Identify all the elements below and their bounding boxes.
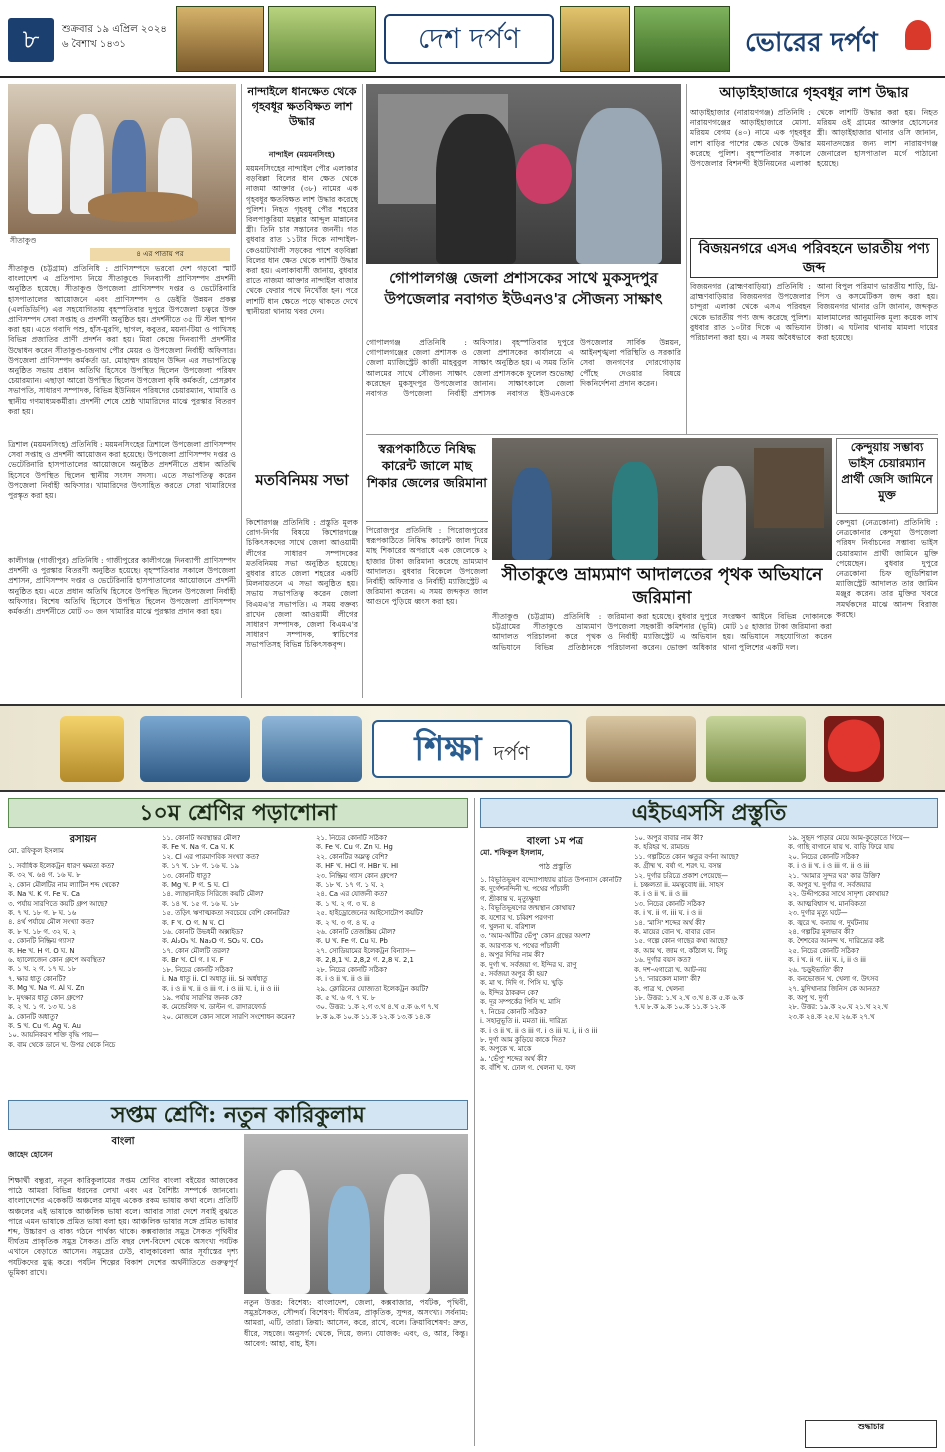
question: ১৬. দুর্গার বয়স কত? (634, 956, 691, 965)
article-kendua: কেন্দুয়া (নেত্রকোনা) প্রতিনিধি : নেত্রকোনার কেন্দুয়া উপজেলা পরিষদ নির্বাচনের সম্ভাব্য ভাইস চেয়ারম্যান প্রার্থী জামিনে মুক্তি পেয়েছেন। বুধবার দুপুরে নেত্রকোনা চিফ জুডিশিয়াল ম্যাজিস্ট্রেট আদালত তার জামিন মঞ্জুর করেন। তার মুক্তির খবরে সমর্থকদের মাঝে আনন্দ বিরাজ করছে। (836, 518, 938, 619)
livestock-photo (8, 84, 236, 234)
chem-questions-col3 (316, 834, 468, 1096)
question: ১৫. তড়িৎ ঋণাত্মকতা সবচেয়ে বেশি কোনটির? (162, 909, 290, 918)
options: ক. Fe খ. Na গ. Ca ঘ. K (162, 843, 234, 852)
question: ৯. 'ভেঁপু' শব্দের অর্থ কী? (480, 1054, 548, 1063)
answers: ৭.ঘ ৮.ক ৯.ক ১০.ক ১১.ক ১২.ক (634, 1003, 726, 1012)
question: ১৯. পর্যায় সারণির জনক কে? (162, 993, 243, 1002)
question: ২৫. নিচের কোনটি সঠিক? (788, 946, 860, 955)
masthead-photo-4 (634, 6, 730, 72)
options: ক. i ও ii খ. ii ও iii (316, 975, 370, 984)
banner-class10: ১০ম শ্রেণির পড়াশোনা (8, 798, 468, 828)
education-title (372, 720, 572, 778)
chem-questions-col2 (162, 834, 312, 1096)
question: ১১. কোনটি অবস্থান্তর মৌল? (162, 834, 241, 842)
question: ৭. নিচের কোনটি সঠিক? (480, 1007, 547, 1016)
question: ২৩. নিষ্ক্রিয় গ্যাস কোন গ্রুপে? (316, 871, 398, 880)
answers: ৮.ক ৯.ক ১০.ক ১১.ক ১২.ক ১৩.ক ১৪.ক (316, 1012, 431, 1021)
question: ২৪. Ca এর যোজনী কত? (316, 890, 388, 899)
headline-gopalganj: গোপালগঞ্জ জেলা প্রশাসকের সাথে মুকসুদপুর উপজেলার নবাগত ইউএনও'র সৌজন্য সাক্ষাৎ (384, 269, 663, 308)
article-livestock-3: কালীগঞ্জ (গাজীপুর) প্রতিনিধি : গাজীপুরের কালীগঞ্জে দিনব্যাপী প্রাণিসম্পদ প্রদর্শনী ও পুরস্কার বিতরণী অনুষ্ঠিত হয়েছে। বৃহস্পতিবার সকালে উপজেলা প্রশাসন, প্রাণিসম্পদ দপ্তর ও ভেটেরিনারি হাসপাতালের আয়োজনে প্রদর্শনী অনুষ্ঠিত হয়। এতে প্রধান অতিথি হিসেবে উপস্থিত ছিলেন উপজেলা নির্বাহী অফিসার। বিশেষ অতিথি হিসেবে উপস্থিত ছিলেন উপজেলা প্রাণিসম্পদ কর্মকর্তা। প্রদর্শনীতে মোট ৩০ জন খামারির মাঝে পুরস্কার প্রদান করা হয়। (8, 556, 236, 617)
headline-nandail: নান্দাইলে ধানক্ষেত থেকে গৃহবধূর ক্ষতবিক্ষত লাশ উদ্ধার (247, 85, 357, 128)
options: ক. i ও ii খ. ii ও iii গ. i ও iii ঘ. i, ii ও iii (162, 984, 280, 993)
options: ক. জ্বরে খ. বন্যায় গ. দুর্ঘটনায় (788, 918, 869, 927)
question: ১৪. 'মাসি' শব্দের অর্থ কী? (634, 918, 706, 927)
question: ২৬. কোনটি তেজস্ক্রিয় মৌল? (316, 928, 396, 937)
correction-title: শুদ্ধাচার (857, 1422, 885, 1431)
options: ক. অপু খ. দুর্গা (788, 993, 829, 1002)
books-photo (706, 716, 806, 782)
options: ক. গ্রীষ্ম খ. বর্ষা গ. শরৎ ঘ. বসন্ত (634, 862, 722, 871)
page-number: ৮ (8, 18, 54, 62)
students-reading-photo (244, 1134, 468, 1294)
bangla-title: বাংলা ১ম পত্র (526, 836, 584, 847)
options: i. চঞ্চলতা ii. মমত্ববোধ iii. সাহস (634, 881, 724, 890)
question: ১৭. 'নারকেল মালা' কী? (634, 975, 701, 984)
question: ১০. আয়নিকরণ শক্তি বৃদ্ধি পায়— (8, 1031, 99, 1040)
column-rule (241, 84, 242, 698)
question: ১৩. নিচের কোনটি সঠিক? (634, 899, 706, 908)
question: ১৯. সুহৃদ পাড়ার মেয়ে আম-কুড়োতে গিয়ে— (788, 834, 910, 842)
question: ১০. অপুর বাবার নাম কী? (634, 834, 704, 842)
mobile-court-photo (492, 438, 832, 560)
chem-title: রসায়ন (69, 834, 97, 845)
options: ক. Na খ. K গ. Fe ঘ. Ca (8, 890, 80, 899)
dateline (62, 22, 167, 52)
section-rule (366, 434, 938, 435)
answers: ২৩.ক ২৪.ক ২৫.ঘ ২৬.ক ২৭.খ (788, 1012, 875, 1021)
question: ১২. দুর্গার চরিত্রে প্রকাশ পেয়েছে— (634, 871, 729, 880)
question: ২০. মোজলে কোন সালে সারণি সংশোধন করেন? (162, 1012, 296, 1021)
masthead-photo-3 (560, 6, 630, 72)
options: ক. ৭ খ. ১৮ গ. ৮ ঘ. ১৬ (8, 909, 77, 918)
question: ৬. ইন্দির ঠাকরুন কে? (480, 988, 539, 997)
question: ৩. পর্যায় সারণিতে কয়টি গ্রুপ আছে? (8, 899, 108, 908)
question: ২৩. দুর্গার মৃত্যু ঘটে— (788, 909, 848, 918)
masthead-photo-1 (176, 6, 264, 72)
answers: ১৮. উত্তর: ১.খ ২.খ ৩.খ ৪.ক ৫.ক ৬.ক (634, 993, 744, 1002)
question: ২৭. মুদিখানার জিনিস কে আনত? (788, 984, 880, 993)
options: ক. অপুর খ. দুর্গার গ. সর্বজয়ার (788, 881, 871, 890)
options: ক. i খ. ii গ. iii ঘ. i ও ii (634, 909, 702, 918)
options: ক. বনভোজন খ. খেলা গ. উৎসব (788, 975, 879, 984)
column-rule (686, 84, 687, 434)
options: ক. ২ খ. ১ গ. ১৩ ঘ. ১৪ (8, 1003, 77, 1012)
options: গ. খুলনা ঘ. বরিশাল (480, 923, 536, 932)
column-rule (362, 84, 363, 698)
question: ১৩. কোনটি ধাতু? (162, 871, 211, 880)
question: ১৫. গল্পে কোন গাছের কথা আছে? (634, 937, 728, 946)
date-bangla: ৬ বৈশাখ ১৪৩১ (62, 39, 126, 50)
banner-class7: সপ্তম শ্রেণি: নতুন কারিকুলাম (8, 1100, 468, 1130)
options: ক. যশোর খ. চব্বিশ পরগণা (480, 913, 554, 922)
question: ১১. গল্পটিতে কোন ঋতুর বর্ণনা আছে? (634, 852, 739, 861)
options: ক. Mg খ. Na গ. Al ঘ. Zn (8, 984, 85, 993)
options: ক. দুর্গেশনন্দিনী খ. পথের পাঁচালী (480, 885, 570, 894)
options: ক. পাত্র খ. খেলনা (634, 984, 684, 993)
question: ২. কোন মৌলটির নাম ল্যাটিন শব্দ থেকে? (8, 880, 120, 889)
brand-logo: ভোরের দর্পণ (745, 28, 878, 58)
options: ক. আরণ্যক খ. পথের পাঁচালী (480, 941, 560, 950)
class7-teacher: জাহেদ হোসেন (8, 1150, 53, 1159)
article-motbinimoy: কিশোরগঞ্জ প্রতিনিধি : প্রস্তুতি মূলক রোগ-নির্ণয় বিষয়ে কিশোরগঞ্জে চিকিৎসকদের সাথে জেলা আওয়ামী লীগের সাধারণ সম্পাদকের মতবিনিময় সভা অনুষ্ঠিত হয়েছে। বুধবার রাতে জেলা শহরের একটি মিলনায়তনে এ সভা অনুষ্ঠিত হয়। সভায় সভাপতিত্ব করেন জেলা বিএমএ'র সভাপতি। এ সময় বক্তব্য রাখেন জেলা আওয়ামী লীগের সাধারণ সম্পাদক, জেলা বিএমএ'র সাধারণ সম্পাদক, স্বাচিপের সভাপতিসহ বিভিন্ন চিকিৎসকবৃন্দ। (246, 518, 358, 650)
date-english: শুক্রবার ১৯ এপ্রিল ২০২৪ (62, 24, 167, 35)
question: ৮. মৃৎক্ষার ধাতু কোন গ্রুপে? (8, 993, 84, 1002)
bangla-questions-col1 (480, 876, 630, 1446)
question: ৩. 'আম-আঁটির ভেঁপু' কোন গ্রন্থের অংশ? (480, 932, 591, 941)
question: ৯. কোনটি অধাতু? (8, 1012, 59, 1021)
options: ক. i ও ii খ. ii ও iii গ. i ও iii ঘ. i, ii ও iii (480, 1026, 598, 1035)
options: ক. বাম থেকে ডানে খ. উপর থেকে নিচে (8, 1040, 116, 1049)
correction-box (805, 1420, 937, 1448)
question: ১. সর্বাধিক ইলেকট্রন ধারণ ক্ষমতা কত? (8, 862, 115, 870)
lead-photo (366, 84, 681, 264)
masthead-photo-2 (268, 6, 376, 72)
options: ক. Fe খ. Cu গ. Zn ঘ. Hg (316, 843, 393, 852)
question: ২. বিভূতিভূষণের জন্মস্থান কোথায়? (480, 904, 576, 913)
headline-bijoynagar: বিজয়নগরে এসএ পরিবহনে ভারতীয় পণ্য জব্দ (690, 238, 938, 278)
section-title: দেশ দর্পণ (384, 14, 554, 64)
article-sitakunda-court: সীতাকুণ্ড (চট্টগ্রাম) প্রতিনিধি : চট্টগ্রামের সীতাকুণ্ডে ভ্রাম্যমাণ আদালত পরিচালনা করে পৃথক অভিযানে বিভিন্ন প্রতিষ্ঠানকে জরিমানা করা হয়েছে। বুধবার দুপুরে উপজেলা সহকারী কমিশনার (ভূমি) ও নির্বাহী ম্যাজিস্ট্রেট এ অভিযান পরিচালনা করেন। ভোক্তা অধিকার সংরক্ষণ আইনে বিভিন্ন দোকানকে মোট ১৫ হাজার টাকা জরিমানা করা হয়। অভিযানে সহযোগিতা করেন থানা পুলিশের একটি দল। (492, 612, 832, 652)
question: ৪. ৪র্থ পর্যায়ে মৌল সংখ্যা কত? (8, 918, 95, 927)
headline-sitakunda-court: সীতাকুণ্ডে ভ্রাম্যমাণ আদালতের পৃথক অভিযানে জরিমানা (501, 565, 823, 608)
options: ক. মেন্ডেলিফ খ. ডাল্টন গ. রাদারফোর্ড (162, 1003, 266, 1012)
masthead (0, 0, 945, 78)
options: ক. আত্মবিশ্বাস খ. মানবিকতা (788, 899, 866, 908)
class7-answers: নতুন উত্তর: বিশেষ্য: বাংলাদেশ, জেলা, কক্সবাজার, পর্যটক, পৃথিবী, সমুদ্রসৈকত, সৌন্দর্য। বিশেষণ: দীর্ঘতম, প্রাকৃতিক, সুন্দর, অসংখ্য। সর্বনাম: আমরা, এটি, তারা। ক্রিয়া: আসেন, করে, রাখে, বলে। ক্রিয়াবিশেষণ: দ্রুত, ধীরে, সহজে। অনুসর্গ: থেকে, দিয়ে, জন্য। যোজক: এবং, ও, আর, কিন্তু। আবেগ: আহা, বাহ, ইস। (244, 1298, 468, 1348)
options: ক. ১ খ. ২ গ. ১৭ ঘ. ১৮ (8, 965, 77, 974)
question: ২৬. 'চড়ুইভাতি' কী? (788, 965, 844, 974)
article-bijoynagar: বিজয়নগর (ব্রাহ্মণবাড়িয়া) প্রতিনিধি : ব্রাহ্মণবাড়িয়ার বিজয়নগর উপজেলার চান্দুরা এলাকা থেকে এসএ পরিবহন থেকে ভারতীয় পণ্য জব্দ করেছে পুলিশ। বুধবার রাত ১০টার দিকে এ অভিযান পরিচালনা করা হয়। এ সময় অবৈধভাবে আনা বিপুল পরিমাণ ভারতীয় শাড়ি, থ্রি-পিস ও কসমেটিকস জব্দ করা হয়। বিজয়নগর থানার ওসি জানান, জব্দকৃত মালামালের আনুমানিক মূল্য কয়েক লাখ টাকা। এ ঘটনায় থানায় মামলা দায়ের করা হয়েছে। (690, 282, 938, 343)
chem-teacher: মো. রফিকুল ইসলাম (8, 847, 64, 855)
article-araihazar: আড়াইহাজার (নারায়ণগঞ্জ) প্রতিনিধি : নারায়ণগঞ্জের আড়াইহাজারে মোসা. মরিয়ম বেগম (৪০) নামে এক গৃহবধূর লাশ বাড়ির পাশের ক্ষেত থেকে উদ্ধার করেছে পুলিশ। বৃহস্পতিবার সকালে উপজেলার বিশনন্দী ইউনিয়নের এলাকা থেকে লাশটি উদ্ধার করা হয়। নিহত মরিয়ম ওই গ্রামের আক্তার হোসেনের স্ত্রী। আড়াইহাজার থানার ওসি জানান, ময়নাতদন্তের জন্য লাশ নারায়ণগঞ্জ জেনারেল হাসপাতাল মর্গে পাঠানো হয়েছে। (690, 108, 938, 169)
options: ক. Br খ. Cl গ. I ঘ. F (162, 956, 224, 965)
headline-araihazar: আড়াইহাজারে গৃহবধূর লাশ উদ্ধার (719, 85, 909, 101)
chem-questions-col1 (8, 862, 158, 1096)
question: ৫. সর্বজয়া অপুর কী হয়? (480, 970, 548, 979)
options: ক. U খ. Fe গ. Cu ঘ. Pb (316, 937, 388, 946)
education-title-main: শিক্ষা (414, 729, 482, 769)
question: ৮. দুর্গা আম কুড়িয়ে কাকে দিত? (480, 1035, 566, 1044)
question: ২৮. নিচের কোনটি সঠিক? (316, 965, 388, 974)
brand-emblem-icon (905, 20, 931, 50)
photo-caption: সীতাকুণ্ড (10, 236, 37, 245)
continued-tag: ৪ এর পাতায় পর (90, 248, 230, 261)
students-photo-2 (262, 716, 362, 782)
options: ক. ১৮ খ. ১৭ গ. ১ ঘ. ২ (316, 881, 385, 890)
options: ক. i খ. ii গ. iii ঘ. i, ii ও iii (788, 956, 866, 965)
class7-lesson: শিক্ষার্থী বন্ধুরা, নতুন কারিকুলামের সপ্তম শ্রেণির বাংলা বইয়ের আজকের পাঠে আমরা বিভিন্ন ধরনের লেখা এবং এর বৈশিষ্ট্য সম্পর্কে জানবো। বাংলাদেশের একেকটি অঞ্চলের মানুষ একেক রকম ভাষায় কথা বলে। প্রতিটি অঞ্চলের এই ভাষাকে আঞ্চলিক ভাষা বলে। আবার সারা দেশে সবাই বুঝতে পারে এমন ভাষাকে প্রমিত ভাষা বলা হয়। আঞ্চলিক ভাষার সঙ্গে প্রমিত ভাষার শব্দ, উচ্চারণ ও বাক্য গঠনে পার্থক্য থাকে। কক্সবাজার সমুদ্র সৈকত পৃথিবীর দীর্ঘতম প্রাকৃতিক সমুদ্র সৈকত। প্রতি বছর দেশ-বিদেশ থেকে অসংখ্য পর্যটক এখানে বেড়াতে আসেন। সমুদ্রের ঢেউ, বালুকাবেলা আর সূর্যাস্তের দৃশ্য পর্যটকদের মুগ্ধ করে। পর্যটন শিল্পের বিকাশ দেশের অর্থনীতিতে গুরুত্বপূর্ণ ভূমিকা রাখে। (8, 1176, 238, 1277)
classroom-photo (586, 716, 696, 782)
bangla-teacher: মো. শফিকুল ইসলাম, (480, 848, 545, 857)
options: ক. দশ-এগারো খ. আট-নয় (634, 965, 707, 974)
options: ক. অপুকে খ. মাকে (480, 1045, 532, 1054)
options: ক. মায়ের বোন খ. বাবার বোন (634, 928, 715, 937)
answers: ২৮. উত্তর: ১৯.ক ২০.ঘ ২১.খ ২২.খ (788, 1003, 888, 1012)
options: গ. শ্রীকান্ত ঘ. মৃত্যুক্ষুধা (480, 894, 541, 903)
options: ক. 2,8,1 খ. 2,8,2 গ. 2,8 ঘ. 2,1 (316, 956, 414, 965)
students-photo (140, 716, 250, 782)
article-nandail: ময়মনসিংহের নান্দাইল পৌর এলাকার বড়বিল্লা বিলের ধান ক্ষেত থেকে নাজমা আক্তার (৩৮) নামের এক গৃহবধূর ক্ষতবিক্ষত লাশ উদ্ধার করেছে পুলিশ। নিহত গৃহবধূ পৌর শহরের বিলপাকুরিয়া মহল্লার আব্দুল মান্নানের স্ত্রী। তিনি চার সন্তানের জননী। গত বুধবার রাত ১১টার দিকে নান্দাইল-কেওয়াটখালী সড়কের পাশে বড়বিল্লা বিলের ধান ক্ষেত থেকে লাশটি উদ্ধার করা হয়। এলাকাবাসী জানায়, বুধবার রাতে নাজমা আক্তার নান্দাইল বাজার থেকে ফেরার পথে নিখোঁজ হন। পরে লাশটি ধান ক্ষেতে পড়ে থাকতে দেখে স্থানীয়রা থানায় খবর দেন। (246, 164, 358, 316)
options: ক. শৈশবের আনন্দ খ. দারিদ্র্যের কষ্ট (788, 937, 884, 946)
options: ক. HF খ. HCl গ. HBr ঘ. HI (316, 862, 399, 871)
options: ক. i ও ii খ. ii ও iii (634, 890, 688, 899)
class7-subject: বাংলা (111, 1136, 135, 1147)
options: ক. মা খ. দিদি গ. পিসি ঘ. খুড়ি (480, 979, 563, 988)
question: ৪. অপুর দিদির নাম কী? (480, 951, 545, 960)
options: ক. He খ. H গ. O ঘ. N (8, 946, 75, 955)
options: ক. ৫ খ. ৬ গ. ৭ ঘ. ৮ (316, 993, 376, 1002)
options: ক. বাঁশি খ. ঢোল গ. খেলনা ঘ. ফল (480, 1064, 576, 1073)
question: ২৯. ক্লোরিনের যোজ্যতা ইলেকট্রন কয়টি? (316, 984, 429, 993)
options: ক. ২ খ. ৩ গ. ৪ ঘ. ৫ (316, 918, 376, 927)
question: ৭. ক্ষার ধাতু কোনটি? (8, 974, 66, 983)
options: ক. ৩২ খ. ৬৪ গ. ১৬ ঘ. ৮ (8, 871, 81, 880)
column-rule (474, 798, 475, 1446)
options: i. সহানুভূতি ii. মমতা iii. দারিদ্র্য (480, 1017, 568, 1026)
options: ক. Mg খ. P গ. S ঘ. Cl (162, 881, 229, 890)
bangla-questions-col2 (634, 834, 784, 1446)
question: ২৫. হাইড্রোজেনের আইসোটোপ কয়টি? (316, 909, 424, 918)
question: ৫. কোনটি নিষ্ক্রিয় গ্যাস? (8, 937, 75, 946)
dateline-nandail: নান্দাইল (ময়মনসিংহ) (268, 150, 336, 159)
question: ২৪. গল্পটির মূলভাব কী? (788, 928, 855, 937)
options: ক. গাছি বাগানে যায় খ. বাড়ি ফিরে যায় (788, 843, 894, 852)
options: ক. দুর্গা খ. সর্বজয়া গ. ইন্দির ঘ. রাণু (480, 960, 577, 969)
options: i. Na ধাতু ii. Cl অধাতু iii. Si অর্ধধাতু (162, 975, 268, 984)
graduation-cap-icon (60, 716, 124, 782)
education-title-suffix: দর্পণ (493, 741, 530, 765)
question: ১৮. নিচের কোনটি সঠিক? (162, 965, 234, 974)
article-livestock-1: সীতাকুণ্ড (চট্টগ্রাম) প্রতিনিধি : প্রাণিসম্পদে ভরবো দেশ গড়বো স্মার্ট বাংলাদেশ এ প্রতিপাদ্য নিয়ে সীতাকুণ্ডে দিনব্যাপী প্রাণিসম্পদ প্রদর্শনী অনুষ্ঠিত হয়েছে। সীতাকুণ্ড উপজেলা প্রাণিসম্পদ দপ্তর ও ভেটেরিনারি হাসপাতালের আয়োজনে এবং প্রাণিসম্পদ ও ডেইরি উন্নয়ন প্রকল্প (এলডিডিপি) এর সহযোগিতায় বৃহস্পতিবার দুপুরে উপজেলা চত্বরে উক্ত প্রাণিসম্পদ সেবা সপ্তাহ ও প্রদর্শনী অনুষ্ঠিত হয়। প্রদর্শনীতে ৩৫ টি স্টল স্থাপন করা হয়। এতে গবাদি পশু, হাঁস-মুরগি, ছাগল, কবুতর, ময়না-টিয়া ও পাখিসহ বিভিন্ন প্রজাতির প্রাণী প্রদর্শন করা হয়। মিরা কেন্দ্রে দিনব্যাপী প্রদর্শনীর উদ্বোধন করেন সীতাকুণ্ড-চন্দ্রনাথ পৌর মেয়র ও উপজেলা নির্বাহী অফিসার। উপজেলা প্রাণিসম্পদ কর্মকর্তা ডা. মোহাম্মদ রায়হান উদ্দিন এর সভাপতিত্বে অনুষ্ঠিত সভায় প্রধান অতিথি হিসেবে উপস্থিত ছিলেন উপজেলা পরিষদ চেয়ারম্যান। এছাড়া আরো উপস্থিত ছিলেন উপজেলা কৃষি কর্মকর্তা, প্রেসক্লাব সভাপতি, সাধারণ সম্পাদক, বিভিন্ন ইউনিয়ন পরিষদের চেয়ারম্যান, খামারি ও স্থানীয় গণমাধ্যমকর্মীরা। প্রদর্শনী শেষে শ্রেষ্ঠ খামারিদের মাঝে পুরস্কার বিতরণ করা হয়। (8, 264, 236, 416)
question: ২২. কোনটির অম্লত্ব বেশি? (316, 852, 388, 861)
options: ক. ১ খ. ২ গ. ৩ ঘ. ৪ (316, 899, 376, 908)
article-swarupkathi: পিরোজপুর প্রতিনিধি : পিরোজপুরের স্বরূপকাঠিতে নিষিদ্ধ কারেন্ট জাল দিয়ে মাছ শিকারের অপরাধে এক জেলেকে ২ হাজার টাকা জরিমানা করেছে ভ্রাম্যমাণ আদালত। বুধবার বিকেলে উপজেলা নির্বাহী অফিসার ও নির্বাহী ম্যাজিস্ট্রেট এ জরিমানা করেন। এ সময় জব্দকৃত জাল আগুনে পুড়িয়ে ধ্বংস করা হয়। (366, 526, 488, 607)
banner-hsc: এইচএসসি প্রস্তুতি (480, 798, 938, 828)
question: ১৬. কোনটি উভধর্মী অক্সাইড? (162, 928, 244, 937)
article-gopalganj: গোপালগঞ্জ প্রতিনিধি : গোপালগঞ্জের জেলা প্রশাসক ও জেলা ম্যাজিস্ট্রেট কাজী মাহবুবুল আলমের সাথে সৌজন্য সাক্ষাৎ করেছেন মুকসুদপুর উপজেলার নবাগত উপজেলা নির্বাহী অফিসার। বৃহস্পতিবার দুপুরে জেলা প্রশাসকের কার্যালয়ে এ সাক্ষাৎ অনুষ্ঠিত হয়। এ সময় তিনি জেলা প্রশাসককে ফুলেল শুভেচ্ছা জানান। সাক্ষাৎকালে জেলা প্রশাসক নবাগত ইউএনওকে উপজেলার সার্বিক উন্নয়ন, আইনশৃঙ্খলা পরিস্থিতি ও সরকারি সেবা জনগণের দোরগোড়ায় পৌঁছে দেওয়ার বিষয়ে দিকনির্দেশনা প্রদান করেন। (366, 338, 681, 399)
question: ২২. উদ্দীপকের সাথে সাদৃশ্য কোথায়? (788, 890, 889, 899)
question: ১৭. কোন মৌলটি তরল? (162, 946, 230, 955)
options: ক. আম খ. জাম গ. কাঁঠাল ঘ. লিচু (634, 946, 728, 955)
question: ২০. নিচের কোনটি সঠিক? (788, 852, 860, 861)
headline-motbinimoy: মতবিনিময় সভা (255, 471, 349, 489)
question: ২১. 'আমার সুন্দর ঘর' কার উক্তি? (788, 871, 881, 880)
question: ৬. হ্যালোজেন কোন গ্রুপে অবস্থিত? (8, 956, 106, 965)
options: ক. হরিহর খ. রামচন্দ্র (634, 843, 690, 852)
question: ২৭. সোডিয়ামের ইলেকট্রন বিন্যাস— (316, 946, 416, 955)
bangla-subtitle: পাঠ প্রস্তুতি (538, 862, 572, 871)
options: ক. S খ. Cu গ. Ag ঘ. Au (8, 1021, 81, 1030)
question: ১৪. ল্যান্থানাইড সিরিজে কয়টি মৌল? (162, 890, 264, 899)
question: ১২. Cl এর পারমাণবিক সংখ্যা কত? (162, 852, 260, 861)
bangla-questions-col3 (788, 834, 938, 1414)
options: ক. Al₂O₃ খ. Na₂O গ. SO₂ ঘ. CO₂ (162, 937, 264, 946)
options: ক. i ও ii খ. i ও iii গ. ii ও iii (788, 862, 870, 871)
options: ক. দূর সম্পর্কের পিসি খ. মাসি (480, 998, 561, 1007)
options: ক. ৮ খ. ১৮ গ. ৩২ ঘ. ২ (8, 927, 77, 936)
education-banner (0, 704, 945, 792)
question: ২১. নিচের কোনটি সঠিক? (316, 834, 388, 842)
article-livestock-2: ত্রিশাল (ময়মনসিংহ) প্রতিনিধি : ময়মনসিংহের ত্রিশালে উপজেলা প্রাণিসম্পদ সেবা সপ্তাহ ও প্রদর্শনী আয়োজন করা হয়েছে। উপজেলা প্রাণিসম্পদ দপ্তর ও ভেটেরিনারি হাসপাতালের আয়োজনে অনুষ্ঠিত প্রদর্শনীতে প্রধান অতিথি হিসেবে উপস্থিত ছিলেন স্থানীয় সংসদ সদস্য। এতে সভাপতিত্ব করেন উপজেলা নির্বাহী অফিসার। খামারিদের উৎসাহিত করতে সেরা খামারিদের পুরস্কৃত করা হয়। (8, 440, 236, 501)
options: ক. ১৭ খ. ১৮ গ. ১৬ ঘ. ১৯ (162, 862, 239, 871)
answers: ৩০. উত্তর: ১.ক ২.গ ৩.খ ৪.খ ৫.ক ৬.গ ৭.খ (316, 1003, 439, 1012)
options: ক. F খ. O গ. N ঘ. Cl (162, 918, 225, 927)
apple-icon (824, 716, 884, 782)
question: ১. বিভূতিভূষণ বন্দ্যোপাধ্যায় রচিত উপন্যাস কোনটি? (480, 876, 623, 884)
options: ক. ১৪ খ. ১৫ গ. ১৬ ঘ. ১৮ (162, 899, 239, 908)
headline-swarupkathi: স্বরূপকাঠিতে নিষিদ্ধ কারেন্ট জালে মাছ শিকার জেলের জরিমানা (366, 440, 488, 522)
headline-kendua: কেন্দুয়ায় সম্ভাব্য ভাইস চেয়ারম্যান প্রার্থী জেসি জামিনে মুক্ত (836, 438, 938, 514)
